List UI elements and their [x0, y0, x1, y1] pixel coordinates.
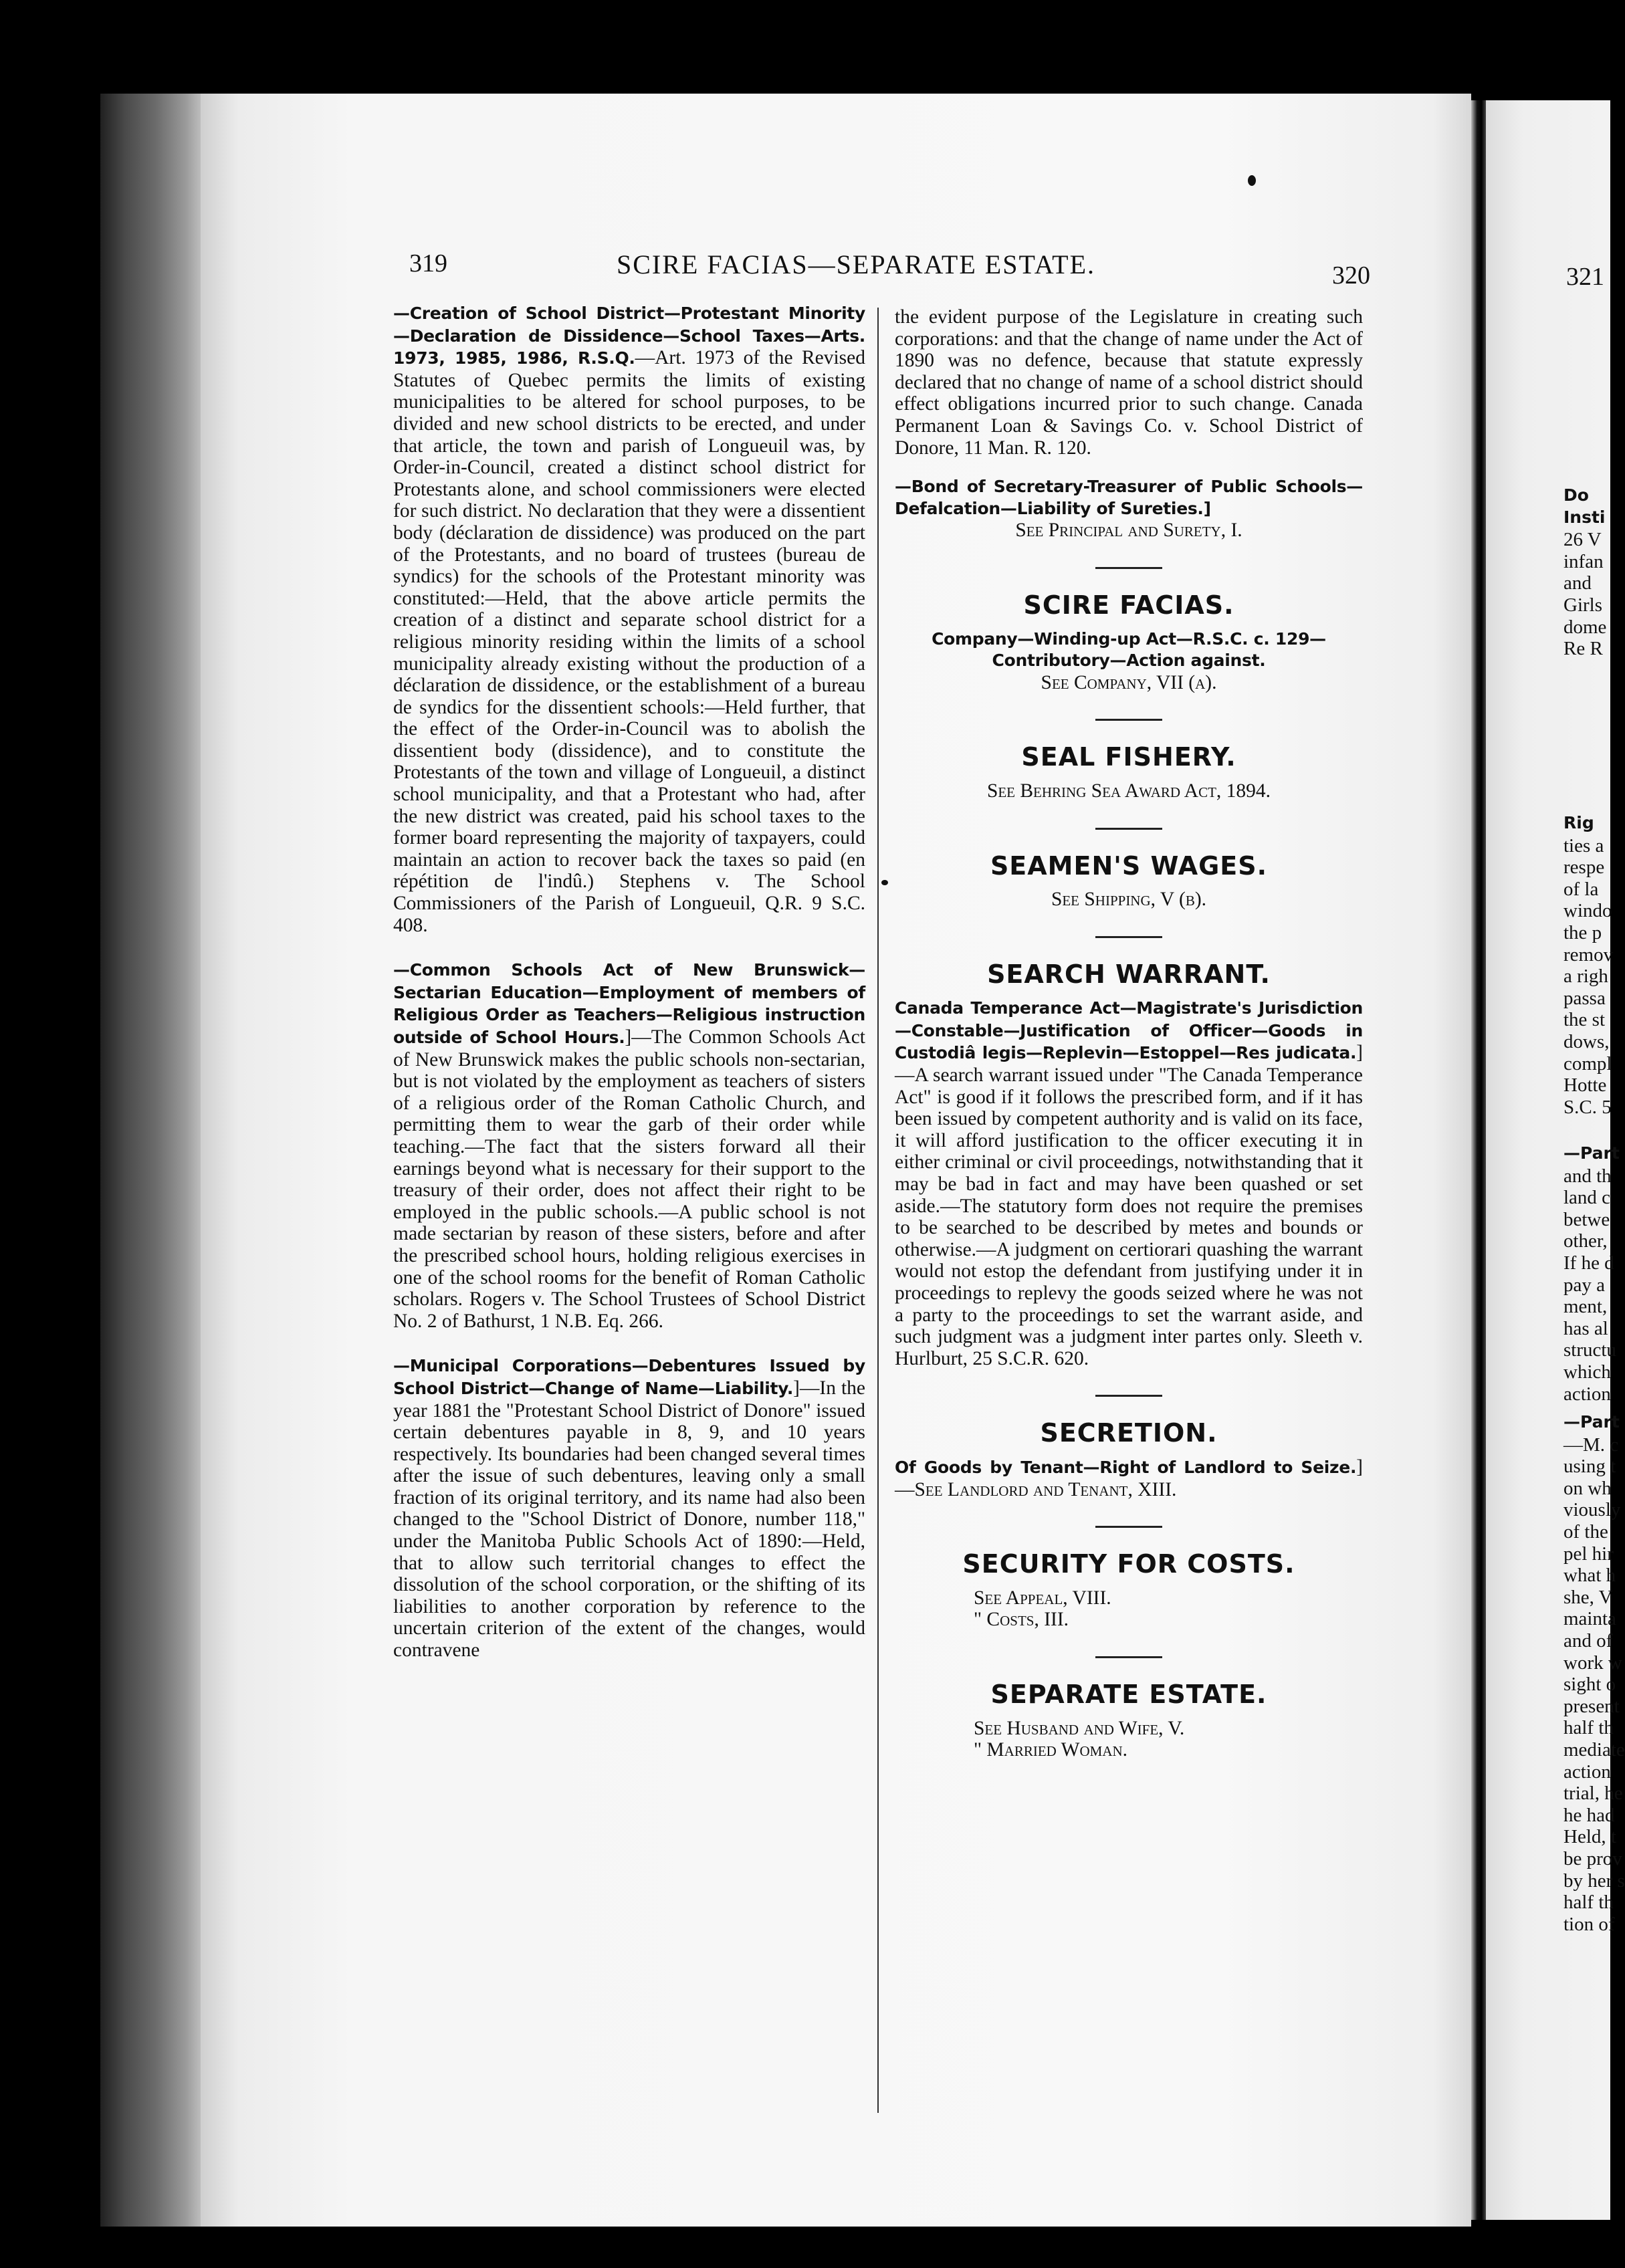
next-page-text-fragment: she, V [1563, 1586, 1613, 1608]
next-page-text-fragment: and [1563, 572, 1592, 594]
cross-reference: See Shipping, V (b). [1051, 889, 1207, 911]
scan-speck [881, 880, 888, 885]
continued-entry: the evident purpose of the Legislature in creating such corporations: and that the change of name under the Act of 1890 was no defence, because that statute expressly declared that no change of name of a school district should effect obligations incurred prior to such change. Canada Permanent Loan & Savings Co. v. School District of Donore, 11 Man. R. 120. [895, 306, 1363, 459]
next-page-text-fragment: ties a [1563, 834, 1604, 857]
section-rule [1095, 1395, 1162, 1397]
page-number-next: 321 [1566, 263, 1604, 291]
next-page-text-fragment: has al [1563, 1317, 1608, 1339]
next-page-text-fragment: windo [1563, 900, 1612, 922]
page-number-right: 320 [1332, 261, 1370, 290]
section-title: SEAMEN'S WAGES. [990, 850, 1268, 881]
next-page-text-fragment: work w [1563, 1652, 1622, 1674]
next-page-text-fragment: of the [1563, 1521, 1608, 1543]
section-title: SEAL FISHERY. [1021, 742, 1236, 772]
section-title: SEARCH WARRANT. [987, 959, 1271, 989]
next-page-text-fragment: be prov [1563, 1848, 1622, 1869]
next-page-text-fragment: mediate [1563, 1739, 1625, 1761]
next-page-text-fragment: pel hir [1563, 1543, 1614, 1565]
entry-heading: —Municipal Corporations—Debentures Issued by School District—Change of Name—Liability. [393, 1356, 865, 1398]
next-page-text-fragment: tion of [1563, 1913, 1615, 1935]
next-page-text-fragment: —Part [1563, 1143, 1620, 1163]
section-title: SECURITY FOR COSTS. [962, 1549, 1295, 1579]
next-page-text-fragment: dome [1563, 616, 1607, 638]
entry-body: ]—In the year 1881 the "Protestant School District of Donore" issued certain debentures payable in 8, 9, and 10 years respectively. Its boundaries had been changed several times after the issue of such debentures, leaving only a small fraction of its original territory, and its name had also been changed to the "School District of Donore, number 118," under the Manitoba Public Schools Act of 1890:—Held, that to allow such territorial changes to effect the dissolution of the school corporation, or the shifting of its liabilities to another corporation by reference to the uncertain criterion of the extent of the changes, would contravene [393, 1377, 865, 1662]
next-page-text-fragment: mainta [1563, 1608, 1616, 1630]
next-page-text-fragment: If he d [1563, 1252, 1614, 1274]
next-page-text-fragment: —Part [1563, 1412, 1620, 1432]
next-page-text-fragment: a righ [1563, 966, 1608, 988]
section-title: SEPARATE ESTATE. [990, 1679, 1267, 1709]
next-page-text-fragment: Insti [1563, 507, 1606, 527]
section-rule [1095, 936, 1162, 938]
digest-entry [895, 1456, 1363, 1500]
next-page-text-fragment: ment, [1563, 1296, 1608, 1318]
entry-heading: —Creation of School District—Protestant Minority—Declaration de Dissidence—School Taxes—Arts. 1973, 1985, 1986, R.S.Q. [393, 304, 865, 368]
next-page-text-fragment: Girls [1563, 594, 1602, 616]
next-page-text-fragment: the st [1563, 1009, 1606, 1031]
next-page-text-fragment: 26 V [1563, 529, 1602, 551]
digest-entry [895, 997, 1363, 1369]
cross-reference: " Costs, III. [974, 1609, 1069, 1631]
next-page-text-fragment: of la [1563, 878, 1599, 900]
next-page-text-fragment: dows, [1563, 1031, 1610, 1052]
next-page-text-fragment: S.C. 5 [1563, 1096, 1612, 1118]
entry-heading: Company—Winding-up Act—R.S.C. c. 129—Contributory—Action against. [932, 629, 1326, 671]
right-column [895, 306, 1363, 1761]
cross-reference: See Appeal, VIII. [974, 1587, 1111, 1609]
next-page-text-fragment: land c [1563, 1187, 1611, 1209]
next-page-text-fragment: compl [1563, 1052, 1612, 1074]
next-page-text-fragment: respe [1563, 857, 1605, 879]
next-page-text-fragment: and th [1563, 1165, 1612, 1187]
next-page-text-fragment: passa [1563, 987, 1606, 1009]
next-page-text-fragment: —M. c [1563, 1434, 1619, 1456]
next-page-text-fragment: which [1563, 1361, 1611, 1383]
entry-heading: —Common Schools Act of New Brunswick—Sectarian Education—Employment of members of Religious Order as Teachers—Religious instruction outside of School Hours. [393, 960, 865, 1047]
cross-reference: ]—See Landlord and Tenant, XIII. [895, 1456, 1363, 1500]
cross-reference: " Married Woman. [974, 1739, 1128, 1761]
next-page-text-fragment: sight o [1563, 1674, 1616, 1696]
scan-speck [1248, 175, 1256, 186]
next-page-text-fragment: half th [1563, 1717, 1614, 1739]
next-page-text-fragment: present [1563, 1695, 1620, 1717]
next-page-text-fragment: using t [1563, 1456, 1616, 1478]
next-page-text-fragment: half th [1563, 1892, 1614, 1914]
section-rule [1095, 719, 1162, 721]
digest-entry [393, 959, 865, 1332]
binding-edge [100, 94, 201, 2227]
section-rule [1095, 1526, 1162, 1528]
entry-heading: Of Goods by Tenant—Right of Landlord to Seize. [895, 1457, 1357, 1477]
next-page-text-fragment: action [1563, 1761, 1611, 1783]
next-page-text-fragment: remov [1563, 943, 1614, 966]
entry-body: ]—The Common Schools Act of New Brunswick makes the public schools non-sectarian, but is not violated by the employment as teachers of sisters of a religious order of the Roman Catholic Church, and permitting them to wear the garb of their order while teaching.—The fact that the sisters forward all their earnings beyond what is necessary for their support to the treasury of their order, does not affect their right to be employed in the public schools.—A public school is not made sectarian by reason of these sisters, before and after the prescribed school hours, holding religious exercises in one of the school rooms for the benefit of Roman Catholic scholars. Rogers v. The School Trustees of School District No. 2 of Bathurst, 1 N.B. Eq. 266. [393, 1026, 865, 1332]
cross-reference: See Husband and Wife, V. [974, 1717, 1185, 1739]
next-page-text-fragment: Do [1563, 485, 1589, 505]
page-gutter [1471, 100, 1486, 2220]
next-page-text-fragment: structu [1563, 1339, 1616, 1361]
entry-body: ]—A search warrant issued under "The Canada Temperance Act" is good if it follows the prescribed form, and if it has been issued by competent authority and is valid on its face, it will afford justification to the officer executing it in either criminal or civil proceedings, notwithstanding that it may be bad in fact and may have been quashed or set aside.—The statutory form does not require the premises to be searched to be described by metes and bounds or otherwise.—A judgment on certiorari quashing the warrant would not estop the defendant from justifying under it in proceedings to replevy the goods seized where he was not a party to the proceedings to set the warrant aside, and such judgment was a judgment inter partes only. Sleeth v. Hurlburt, 25 S.C.R. 620. [895, 1042, 1363, 1369]
section-rule [1095, 567, 1162, 569]
next-page-text-fragment: viously [1563, 1499, 1621, 1521]
next-page-text-fragment: Hotte [1563, 1074, 1607, 1097]
next-page-text-fragment: infan [1563, 550, 1604, 572]
next-page-text-fragment: he had [1563, 1804, 1615, 1826]
entry-body: —Art. 1973 of the Revised Statutes of Quebec permits the limits of existing municipalities to be altered for school purposes, to be divided and new school districts to be erected, and under that article, the town and parish of Longueuil was, by Order-in-Council, created a distinct school district for Protestants alone, and school commissioners were elected for such district. No declaration that they were a dissentient body (déclaration de dissidence) was produced on the part of the Protestants, and no board of trustees (bureau de syndics) for the schools of the Protestant minority was constituted:—Held, that the above article permits the creation of a distinct and separate school district for a religious minority residing within the limits of a school municipality already existing without the production of a déclaration de dissidence, or the establishment of a bureau de syndics for the dissentient schools:—Held further, that the effect of the Order-in-Council was to abolish the dissentient body (dissidence), and to constitute the Protestants of the town and village of Longueuil, a distinct school municipality, and that a Protestant who had, after the new district was created, paid his school taxes to the former board representing the majority of taxpayers, could maintain an action to recover back the taxes so paid (en répétition de l'indû.) Stephens v. The School Commissioners of the Parish of Longueuil, Q.R. 9 S.C. 408. [393, 347, 865, 936]
column-divider [877, 308, 879, 2113]
cross-reference: See Behring Sea Award Act, 1894. [986, 780, 1271, 802]
cross-reference: See Company, VII (a). [1041, 671, 1217, 693]
entry-heading: —Bond of Secretary-Treasurer of Public Schools—Defalcation—Liability of Sureties.] [895, 477, 1363, 518]
next-page-text-fragment: and of [1563, 1630, 1613, 1652]
next-page-text-fragment: Rig [1563, 813, 1594, 832]
digest-entry [393, 302, 865, 936]
next-page-text-fragment: Re R [1563, 638, 1603, 660]
digest-entry [393, 1355, 865, 1661]
section-rule [1095, 828, 1162, 830]
section-title: SECRETION. [1040, 1418, 1218, 1448]
next-page-text-fragment: what h [1563, 1565, 1616, 1587]
next-page-text-fragment: action [1563, 1383, 1611, 1405]
section-title: SCIRE FACIAS. [1023, 590, 1234, 620]
next-page-text-fragment: on wh [1563, 1477, 1612, 1499]
next-page-text-fragment: trial, he [1563, 1783, 1623, 1805]
next-page-text-fragment: betwe [1563, 1208, 1610, 1230]
entry-heading: Canada Temperance Act—Magistrate's Jurisdiction—Constable—Justification of Officer—Goods in Custodiâ legis—Replevin—Estoppel—Res judicata. [895, 998, 1363, 1063]
next-page-text-fragment: pay a [1563, 1274, 1605, 1296]
left-column [393, 302, 865, 1684]
next-page-text-fragment: by her s [1563, 1869, 1625, 1892]
section-rule [1095, 1656, 1162, 1658]
page-number-left: 319 [409, 249, 447, 277]
running-head: SCIRE FACIAS—SEPARATE ESTATE. [617, 249, 1096, 279]
next-page-text-fragment: Held, t [1563, 1826, 1616, 1848]
next-page-text-fragment: the p [1563, 922, 1602, 943]
cross-reference: See Principal and Surety, I. [1015, 520, 1242, 542]
next-page-text-fragment: other, [1563, 1230, 1608, 1252]
